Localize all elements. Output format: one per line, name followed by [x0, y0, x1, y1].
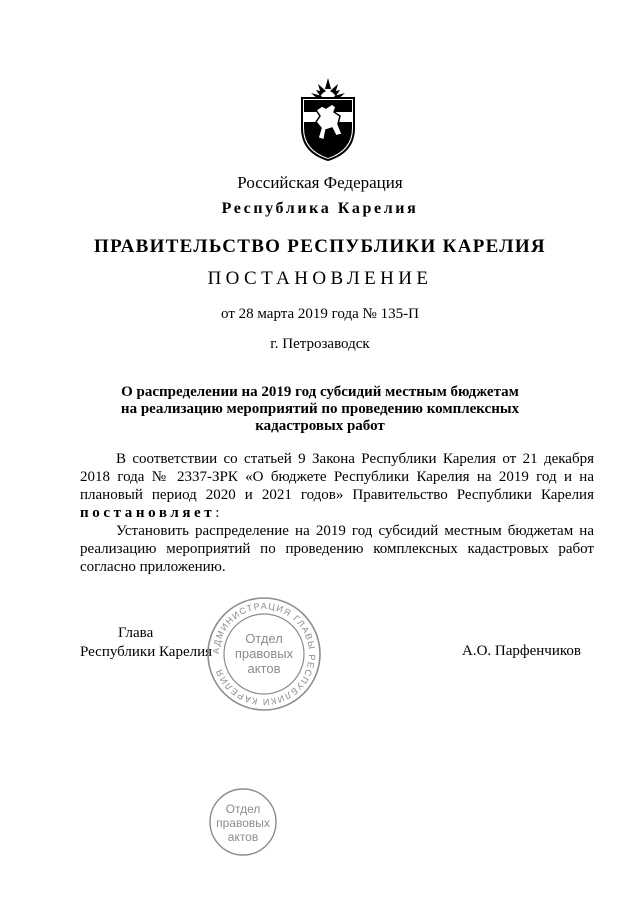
small-stamp-line: правовых	[216, 816, 270, 830]
country-name: Российская Федерация	[237, 173, 403, 192]
stamp-ring-text: АДМИНИСТРАЦИЯ ГЛАВЫ РЕСПУБЛИКИ КАРЕЛИЯ	[210, 600, 318, 708]
stamp-line: правовых	[234, 646, 294, 661]
paragraph-resolution: Установить распределение на 2019 год субсидий местным бюджетам на реализацию мероприятий по проведению комплексных кадастровых работ согласно приложению.	[80, 523, 594, 575]
government-name: ПРАВИТЕЛЬСТВО РЕСПУБЛИКИ КАРЕЛИЯ	[94, 236, 546, 257]
stamp-line: актов	[247, 661, 281, 676]
title-line: на реализацию мероприятий по проведению комплексных	[120, 401, 520, 417]
document-body	[80, 450, 594, 576]
title-line: кадастровых работ	[255, 418, 385, 434]
decrees-word: постановляет	[80, 505, 216, 521]
title-line: О распределении на 2019 год субсидий местным бюджетам	[121, 384, 519, 400]
date-and-number: от 28 марта 2019 года № 135-П	[221, 306, 419, 322]
small-stamp-line: Отдел	[225, 802, 261, 816]
republic-name: Республика Карелия	[221, 200, 419, 217]
small-stamp	[207, 786, 279, 858]
preamble-colon: :	[215, 505, 220, 521]
stamp-line: Отдел	[245, 631, 283, 646]
city: г. Петрозаводск	[270, 336, 370, 352]
paragraph-preamble	[80, 450, 594, 522]
signatory-name: А.О. Парфенчиков	[462, 643, 581, 659]
round-stamp	[205, 595, 323, 713]
karelia-coat-of-arms-icon	[296, 76, 360, 162]
document-type: ПОСТАНОВЛЕНИЕ	[207, 268, 433, 289]
signatory-position	[80, 624, 212, 662]
document-title	[100, 384, 540, 435]
preamble-text: В соответствии со статьей 9 Закона Республики Карелия от 21 декабря 2018 года № 2337-ЗРК «О бюджете Республики Карелия на 2019 год и на плановый период 2020 и 2021 годов» Правительство Республики Карелия	[80, 451, 594, 503]
small-stamp-line: актов	[227, 830, 259, 844]
position-line: Глава	[118, 625, 154, 641]
position-line: Республики Карелия	[80, 644, 213, 660]
